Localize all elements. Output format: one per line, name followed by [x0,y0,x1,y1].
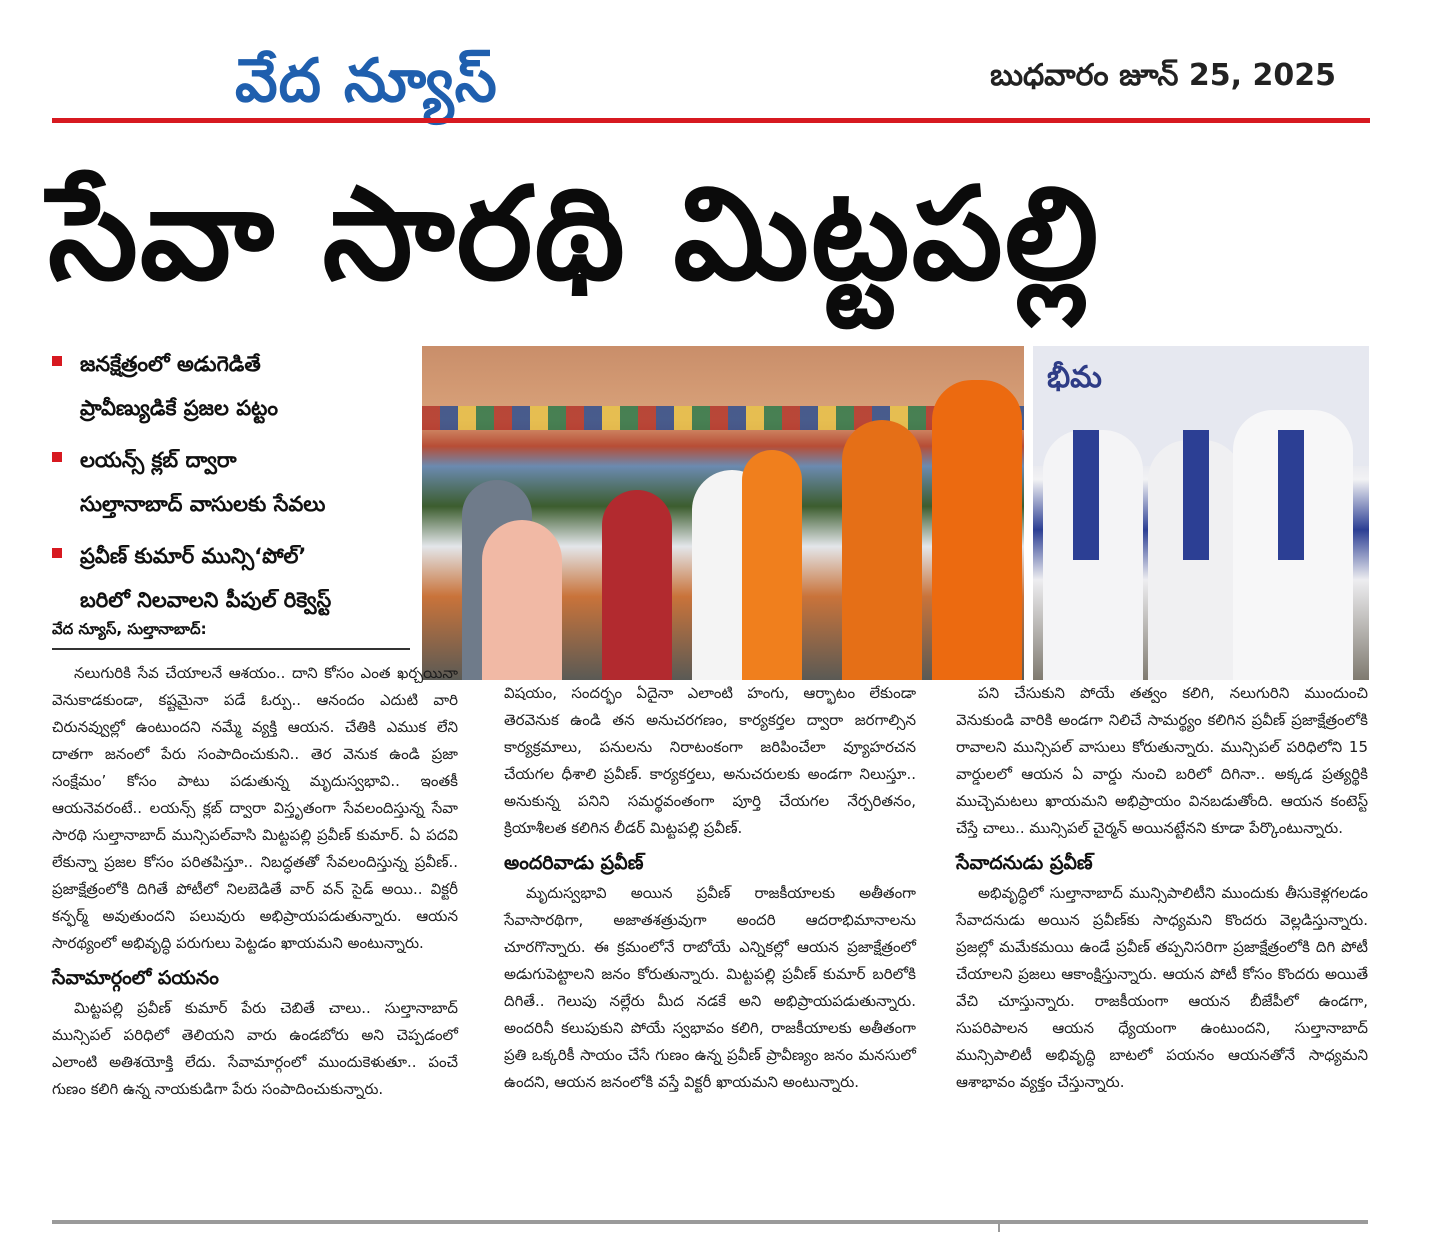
masthead-rule [52,118,1370,123]
sub-headline-line: బరిలో నిలవాలని పీపుల్ రిక్వెస్ట్ [80,588,332,612]
sub-headline-item [52,342,412,430]
square-bullet-icon [52,356,62,366]
person-figure [932,380,1022,680]
blue-scarf [1183,430,1209,560]
article-paragraph: విషయం, సందర్భం ఏదైనా ఎలాంటి హంగు, ఆర్భాటం లేకుండా తెరవెనుక ఉండి తన అనుచరగణం, కార్యకర్తల ద్వారా జరగాల్సిన కార్యక్రమాలు, పనులను నిరాటంకంగా జరిపించేలా వ్యూహరచన చేయగల ధీశాలి ప్రవీణ్. కార్యకర్తలు, అనుచరులకు అండగా నిలుస్తూ.. అనుకున్న పనిని సమర్థవంతంగా పూర్తి చేయగల నేర్పరితనం, క్రియాశీలత కలిగిన లీడర్ మిట్టపల్లి ప్రవీణ్. [504,684,916,837]
sub-headline-line: ప్రావీణ్యుడికే ప్రజల పట్టం [80,396,279,420]
blue-scarf [1278,430,1304,560]
event-photo-speech [1033,346,1369,680]
masthead [52,40,1370,126]
sub-headline-item [52,438,412,526]
square-bullet-icon [52,452,62,462]
main-headline: సేవా సారథి మిట్టపల్లి [48,160,1101,309]
person-figure [602,490,672,680]
square-bullet-icon [52,548,62,558]
footer-tick [998,1224,1000,1232]
section-heading: అందరివాడు ప్రవీణ్ [504,852,644,874]
section-heading: సేవాదనుడు ప్రవీణ్ [956,852,1093,874]
article-column-1 [52,660,458,1103]
banner-sign-text: భీమ [1047,360,1102,395]
newspaper-logo: వేద న్యూస్ [235,46,498,116]
sub-headline-line: జనక్షేత్రంలో అడుగెడితే [80,352,261,376]
section-heading: సేవామార్గంలో పయనం [52,967,219,989]
issue-date: బుధవారం జూన్ 25, 2025 [990,58,1336,93]
person-figure [482,520,562,680]
dateline: వేద న్యూస్, సుల్తానాబాద్: [52,620,207,638]
event-photo-food-distribution [422,346,1024,680]
sub-headline-line: లయన్స్ క్లబ్ ద్వారా [80,448,237,472]
article-paragraph: పని చేసుకుని పోయే తత్వం కలిగి, నలుగురిని ముందుంచి వెనుకుండి వారికి అండగా నిలిచే సామర్థ్యం కలిగిన ప్రవీణ్ ప్రజాక్షేత్రంలోకి రావాలని మున్సిపల్ వాసులు కోరుతున్నారు. మున్సిపల్ పరిధిలోని 15 వార్డులలో ఆయన ఏ వార్డు నుంచి బరిలో దిగినా.. అక్కడ ప్రత్యర్థికి ముచ్చెమటలు ఖాయమని అభిప్రాయం వినబడుతోంది. ఆయన కంటెస్ట్ చేస్తే చాలు.. మున్సిపల్ చైర్మన్ అయినట్టేనని కూడా పేర్కొంటున్నారు. [956,684,1368,837]
article-column-3 [956,680,1368,1096]
person-figure [842,420,922,680]
article-paragraph: మృదుస్వభావి అయిన ప్రవీణ్ రాజకీయాలకు అతీతంగా సేవాసారథిగా, అజాతశత్రువుగా అందరి ఆదరాభిమానాలను చూరగొన్నారు. ఈ క్రమంలోనే రాబోయే ఎన్నికల్లో ఆయన ప్రజాక్షేత్రంలో అడుగుపెట్టాలని జనం కోరుతున్నారు. మిట్టపల్లి ప్రవీణ్ కుమార్ బరిలోకి దిగితే.. గెలుపు నల్లేరు మీద నడకే అని అభిప్రాయపడుతున్నారు. అందరినీ కలుపుకుని పోయే స్వభావం కలిగి, రాజకీయాలకు అతీతంగా ప్రతి ఒక్కరికీ సాయం చేసే గుణం ఉన్న ప్రవీణ్ ప్రావీణ్యం జనం మనసులో ఉందని, ఆయన జనంలోకి వస్తే విక్టరీ ఖాయమని అంటున్నారు. [504,884,916,1091]
article-column-2 [504,680,916,1096]
sub-headline-line: ప్రవీణ్ కుమార్ మున్సి‘పోల్’ [80,544,307,568]
sub-headline-line: సుల్తానాబాద్ వాసులకు సేవలు [80,492,326,516]
person-figure [742,450,802,680]
footer-rule [52,1220,1368,1224]
dateline-rule [52,648,410,650]
sub-headline-item [52,534,412,622]
article-paragraph: నలుగురికి సేవ చేయాలనే ఆశయం.. దాని కోసం ఎంత ఖర్చయినా వెనుకాడకుండా, కష్టమైనా పడే ఓర్పు.. ఆనందం ఎదుటి వారి చిరునవ్వుల్లో ఉంటుందని నమ్మే వ్యక్తి ఆయన. చేతికి ఎముక లేని దాతగా జనంలో పేరు సంపాదించుకుని.. తెర వెనుక ఉండి ప్రజా సంక్షేమం’ కోసం పాటు పడుతున్న మృదుస్వభావి.. ఇంతకీ ఆయనెవరంటే.. లయన్స్ క్లబ్ ద్వారా విస్తృతంగా సేవలందిస్తున్న సేవా సారథి సుల్తానాబాద్ మున్సిపల్‌వాసి మిట్టపల్లి ప్రవీణ్ కుమార్. ఏ పదవి లేకున్నా ప్రజల కోసం పరితపిస్తూ.. నిబద్ధతతో సేవలందిస్తున్న ప్రవీణ్.. ప్రజాక్షేత్రంలోకి దిగితే పోటీలో నిలబెడితే వార్ వన్ సైడ్ అయి.. విక్టరీ కన్ఫర్మ్ అవుతుందని పలువురు అభిప్రాయపడుతున్నారు. ఆయన సారథ్యంలో అభివృద్ధి పరుగులు పెట్టడం ఖాయమని అంటున్నారు. [52,664,458,952]
blue-scarf [1073,430,1099,560]
sub-headlines [52,342,412,630]
article-paragraph: అభివృద్ధిలో సుల్తానాబాద్ మున్సిపాలిటీని ముందుకు తీసుకెళ్లగలడం సేవాదనుడు అయిన ప్రవీణ్‌కు సాధ్యమని కొందరు వెల్లడిస్తున్నారు. ప్రజల్లో మమేకమయి ఉండే ప్రవీణ్ తప్పనిసరిగా ప్రజాక్షేత్రంలోకి దిగి పోటీ చేయాలని ప్రజలు ఆకాంక్షిస్తున్నారు. ఆయన పోటీ కోసం కొందరు అయితే వేచి చూస్తున్నారు. రాజకీయంగా ఆయన బీజేపీలో ఉండగా, సుపరిపాలన ఆయన ధ్యేయంగా ఉంటుందని, సుల్తానాబాద్ మున్సిపాలిటీ అభివృద్ధి బాటలో పయనం ఆయనతోనే సాధ్యమని ఆశాభావం వ్యక్తం చేస్తున్నారు. [956,884,1368,1091]
article-paragraph: మిట్టపల్లి ప్రవీణ్ కుమార్ పేరు చెబితే చాలు.. సుల్తానాబాద్ మున్సిపల్ పరిధిలో తెలియని వారు ఉండబోరు అని చెప్పడంలో ఎలాంటి అతిశయోక్తి లేదు. సేవామార్గంలో ముందుకెళుతూ.. పంచే గుణం కలిగి ఉన్న నాయకుడిగా పేరు సంపాదించుకున్నారు. [52,999,458,1098]
